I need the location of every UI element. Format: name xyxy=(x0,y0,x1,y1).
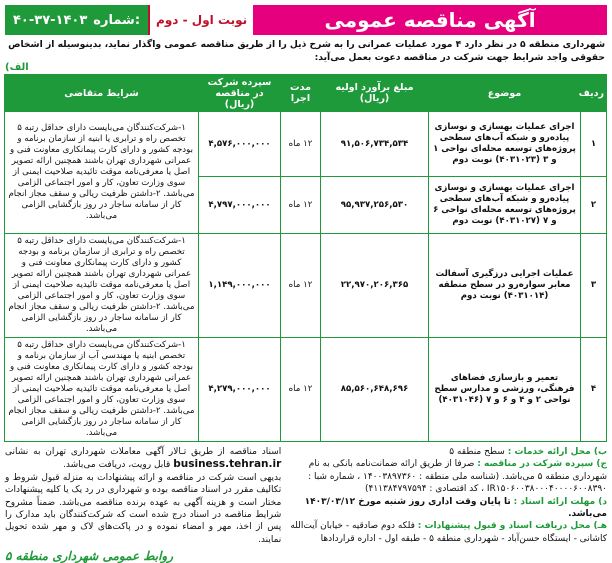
round-badge: نوبت اول - دوم xyxy=(148,5,253,35)
cell-estimate: ۸۵,۵۶۰,۶۴۸,۶۹۶ xyxy=(321,338,429,442)
cell-deposit: ۴,۲۷۹,۰۰۰,۰۰۰ xyxy=(199,338,281,442)
section-a-label: الف) xyxy=(5,62,29,73)
cell-conditions: ۱-شرکت‌کنندگان می‌بایست دارای حداقل رتبه ۵ تخصص ابنیه یا مهندسی آب از سازمان برنامه و بودجه کشور و دارای کارت پیمانکاری معاونت فنی و عمرانی شهرداری تهران باشند همچنین ارائه تصویر اصل یا معرفی‌نامه موقت تائیدیه صلاحیت ایمنی از سوی وزارت تعاون، کار و امور اجتماعی الزامی می‌باشد. ۲-داشتن ظرفیت ریالی و سقف مجاز انجام کار از سامانه ساجار در روز بازگشایی الزامی می‌باشد. xyxy=(5,338,199,442)
tender-notice xyxy=(5,5,607,563)
note-documents-text: اسناد مناقصه از طریق تـالار آگهی معاملات شهرداری تهران به نشانی xyxy=(5,447,282,457)
header-estimate-label: مبلغ برآورد اولیه xyxy=(335,82,414,93)
notice-header xyxy=(5,5,607,35)
info-item-h xyxy=(289,520,607,545)
info-h-label: هـ) محل دریافت اسناد و قبول پیشنهادات : xyxy=(417,521,607,532)
cell-deposit: ۱,۱۴۹,۰۰۰,۰۰۰ xyxy=(199,234,281,338)
info-d-label: د) مهلت ارائه اسناد : xyxy=(513,496,607,507)
table-header-row xyxy=(5,75,607,112)
cell-deposit: ۴,۷۹۷,۰۰۰,۰۰۰ xyxy=(199,177,281,234)
header-estimate-unit: (ریال) xyxy=(359,93,390,104)
notes-section xyxy=(5,446,281,563)
note-documents xyxy=(5,446,281,472)
header-deposit: سپرده شرکت در مناقصه (ریال) xyxy=(199,75,281,112)
table-row xyxy=(5,112,607,177)
business-url-link[interactable]: business.tehran.ir xyxy=(173,458,282,471)
notice-number-value: ۴۰-۳۷-۱۴۰۳ xyxy=(13,12,88,28)
cell-duration: ۱۲ ماه xyxy=(281,112,321,177)
cell-deposit: ۴,۵۷۶,۰۰۰,۰۰۰ xyxy=(199,112,281,177)
cell-estimate: ۲۲,۹۷۰,۲۰۶,۳۶۵ xyxy=(321,234,429,338)
header-estimate xyxy=(321,75,429,112)
cell-subject: تعمیر و بازسازی فضاهای فرهنگی، ورزشی و مدارس سطح نواحی ۲ و ۴ و ۶ و ۷ (۴۰۳۱۰۴۶) xyxy=(429,338,581,442)
info-b-label: ب) محل ارائه خدمات : xyxy=(507,447,607,457)
info-c-label: ج) سپرده شرکت در مناقصه : xyxy=(477,459,607,470)
intro-text: شهرداری منطقه ۵ در نظر دارد ۴ مورد عملیات عمرانی را به شرح ذیل را از طریق مناقصه عمومی واگذار نماید، بدینوسیله از اشخاص حقوقی واجد شرایط جهت شرکت در مناقصه دعوت بعمل می‌آید: xyxy=(8,39,605,63)
info-section xyxy=(289,446,607,563)
header-conditions: شرایط متقاضی xyxy=(5,75,199,112)
cell-duration: ۱۲ ماه xyxy=(281,234,321,338)
info-d-text: تا پایان وقت اداری روز شنبه مورخ ۱۴۰۳/۰۳/۱۲ می‌باشد. xyxy=(304,496,607,520)
cell-subject: اجرای عملیات بهسازی و نوسازی پیاده‌رو و شبکه آب‌های سطحی پروژه‌های توسعه محله‌ای نواحی ۶ و ۷ (۴۰۳۱۰۲۷) نوبت دوم xyxy=(429,177,581,234)
info-b-text: سطح منطقه ۵ xyxy=(449,447,505,457)
cell-duration: ۱۲ ماه xyxy=(281,338,321,442)
header-duration: مدت اجرا xyxy=(281,75,321,112)
tender-table xyxy=(4,74,607,442)
table-row xyxy=(5,338,607,442)
cell-row-number: ۳ xyxy=(581,234,607,338)
cell-row-number: ۱ xyxy=(581,112,607,177)
table-row xyxy=(5,234,607,338)
cell-duration: ۱۲ ماه xyxy=(281,177,321,234)
info-c-text: صرفا از طریق ارائه ضمانت‌نامه بانکی به نام شهرداری منطقه ۵ می‌باشد. (شناسه ملی منطقه : ۱۴۰۰۳۸۹۷۳۶۰ ، شماره شبا : IR۱۵۰۶۰۰۳۸۰۰۰۴۰۰۰۰۶۰۰۸۳۹۰ ، کد اقتصادی : ۴۱۱۳۸۴۷۹۷۵۹۴) xyxy=(308,459,607,495)
note-documents-tail: قابل رویت، دریافت می‌باشد. xyxy=(63,460,171,471)
cell-subject: اجرای عملیات بهسازی و نوسازی پیاده‌رو و شبکه آب‌های سطحی پروژه‌های توسعه محله‌ای نواحی ۱ و ۳ (۴۰۳۱۰۲۳) نوبت دوم xyxy=(429,112,581,177)
cell-conditions: ۱-شرکت‌کنندگان می‌بایست دارای حداقل رتبه ۵ تخصص راه و ترابری از سازمان برنامه و بودجه کشور و دارای کارت پیمانکاری معاونت فنی و عمرانی شهرداری تهران باشند همچنین ارائه تصویر اصل یا معرفی‌نامه موقت تائیدیه صلاحیت ایمنی از سوی وزارت تعاون، کار و امور اجتماعی الزامی می‌باشد. ۲-داشتن ظرفیت ریالی و سقف مجاز انجام کار از سامانه ساجار در روز بازگشایی الزامی می‌باشد. xyxy=(5,234,199,338)
notice-title: آگهی مناقصه عمومی xyxy=(253,5,607,35)
public-relations-signature: روابط عمومی شهرداری منطقه ۵ xyxy=(5,549,174,563)
header-subject: موضوع xyxy=(429,75,581,112)
cell-estimate: ۹۵,۹۳۷,۲۵۶,۵۳۰ xyxy=(321,177,429,234)
notice-number-label: شماره: xyxy=(93,12,141,28)
cell-estimate: ۹۱,۵۰۶,۷۳۴,۵۳۴ xyxy=(321,112,429,177)
info-item-c xyxy=(289,458,607,495)
note-terms: بدیهی است شرکت در مناقصه و ارائه پیشنهادات به منزله قبول شروط و تکالیف مقرر در اسناد مناقصه بوده و شهرداری در رد یک یا کلیه پیشنهادات مختار است و هزینه آگهی به عهده برنده مناقصه می‌باشد. ضمناً مشروح شرایط مناقصه در اسناد درج شده است که شرکت‌کنندگان باید مدارک را پس از اخذ، مهر و امضاء نموده و در پاکت‌های لاک و مهر شده تحویل نمایند. xyxy=(5,472,282,545)
notice-footer xyxy=(5,446,607,563)
header-row-number: ردیف xyxy=(581,75,607,112)
cell-row-number: ۲ xyxy=(581,177,607,234)
notice-number-box xyxy=(5,5,148,35)
info-h-text: فلکه دوم صادقیه - خیابان آیت‌الله کاشانی - ایستگاه حسن‌آباد - شهرداری منطقه ۵ - طبقه اول - اداره قراردادها xyxy=(290,521,607,544)
info-item-b xyxy=(289,446,607,458)
cell-subject: عملیات اجرایی درزگیری آسفالت معابر سواره‌رو در سطح منطقه (۴۰۳۱۰۱۴) نوبت دوم xyxy=(429,234,581,338)
info-item-d xyxy=(289,496,607,521)
cell-row-number: ۴ xyxy=(581,338,607,442)
cell-conditions: ۱-شرکت‌کنندگان می‌بایست دارای حداقل رتبه ۵ تخصص راه و ترابری یا ابنیه از سازمان برنامه و بودجه کشور و دارای کارت پیمانکاری معاونت فنی و عمرانی شهرداری تهران باشند همچنین ارائه تصویر اصل یا معرفی‌نامه موقت تائیدیه صلاحیت ایمنی از سوی وزارت تعاون، کار و امور اجتماعی الزامی می‌باشد. ۲-داشتن ظرفیت ریالی و سقف مجاز انجام کار از سامانه ساجار در روز بازگشایی الزامی می‌باشد. xyxy=(5,112,199,234)
